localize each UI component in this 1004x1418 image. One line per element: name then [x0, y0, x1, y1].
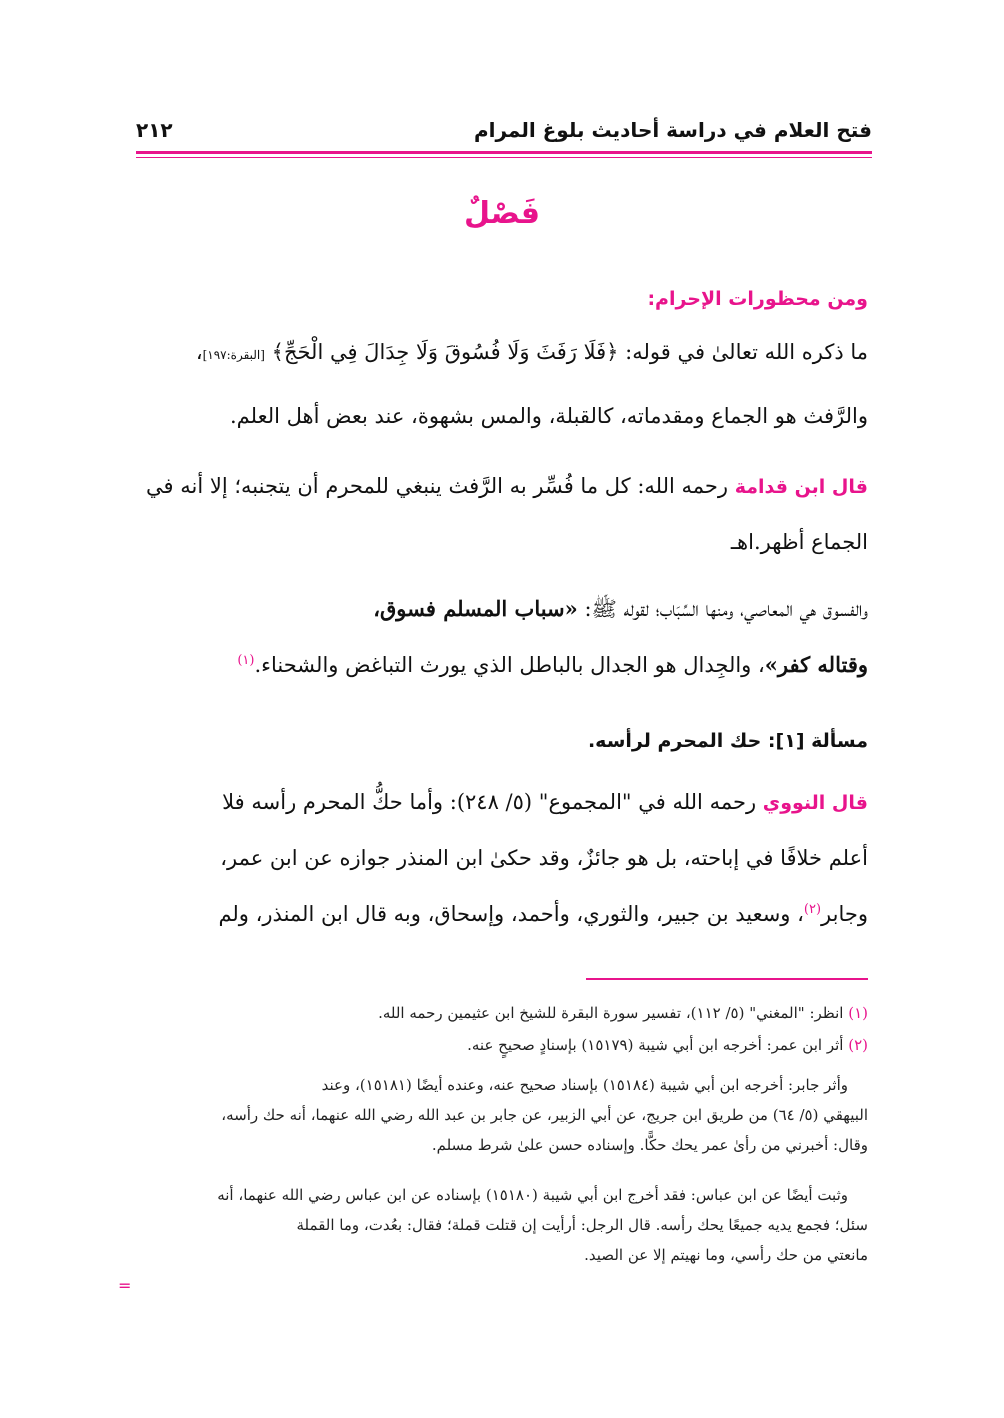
section-title: فَصْلٌ	[464, 196, 540, 231]
paragraph-line: الجماع أظهر.اهـ	[730, 530, 868, 554]
footnote-line	[132, 1036, 868, 1054]
paragraph-line	[132, 790, 868, 814]
speaker-name: قال النووي	[762, 792, 868, 814]
comma: ،	[195, 340, 203, 364]
hadith-text: «سباب المسلم فسوق،	[373, 596, 578, 621]
footnote-separator	[586, 978, 868, 980]
footnote-text: أثر ابن عمر: أخرجه ابن أبي شيبة (١٥١٧٩) بإسنادٍ صحيحٍ عنه.	[467, 1036, 844, 1054]
continuation-mark: =	[118, 1276, 132, 1295]
footnote-line: وقال: أخبرني من رأىٰ عمر يحك حكًّا. وإسناده حسن علىٰ شرط مسلم.	[431, 1136, 868, 1154]
footnote-line	[132, 1004, 868, 1022]
issue-heading: مسألة [١]: حك المحرم لرأسه.	[587, 730, 868, 752]
paragraph-line	[132, 596, 868, 627]
speaker-name: قال ابن قدامة	[734, 476, 868, 498]
footnote-line: البيهقي (٥/ ٦٤) من طريق ابن جريج، عن أبي الزبير، عن جابر بن عبد الله رضي الله عنهما، أنه حك رأسه،	[221, 1106, 868, 1124]
paragraph-line	[132, 652, 868, 677]
header-rule	[136, 151, 872, 154]
footnote-line: سئل؛ فجمع يديه جميعًا يحك رأسه. قال الرجل: أرأيت إن قتلت قملة؛ فقال: بعُدت، وما القملة	[296, 1216, 868, 1234]
body-text: ، وسعيد بن جبير، والثوري، وأحمد، وإسحاق، وبه قال ابن المنذر، ولم	[218, 902, 804, 926]
hadith-text: وقتاله كفر»	[764, 652, 868, 677]
footnote-text: انظر: "المغني" (٥/ ١١٢)، تفسير سورة البقرة للشيخ ابن عثيمين رحمه الله.	[378, 1004, 844, 1022]
running-header	[136, 116, 872, 152]
body-text: ، والجِدال هو الجدال بالباطل الذي يورث التباغض والشحناء.	[254, 653, 765, 677]
footnote-line: مانعتي من حك رأسي، وما نهيتم إلا عن الصيد.	[584, 1246, 868, 1264]
paragraph-line: أعلم خلافًا في إباحته، بل هو جائزٌ، وقد حكىٰ ابن المنذر جوازه عن ابن عمر،	[220, 846, 868, 870]
quote-text: رحمه الله: كل ما فُسِّر به الرَّفث ينبغي للمحرم أن يتجنبه؛ إلا أنه في	[146, 474, 729, 498]
footnote-line: وأثر جابر: أخرجه ابن أبي شيبة (١٥١٨٤) بإسناد صحيح عنه، وعنده أيضًا (١٥١٨١)، وعند	[321, 1076, 848, 1094]
paragraph-line	[132, 340, 868, 364]
book-title: فتح العلام في دراسة أحاديث بلوغ المرام	[473, 118, 872, 142]
footnote-marker[interactable]: (٢)	[803, 902, 822, 917]
footnote-marker[interactable]: (١)	[237, 653, 255, 668]
footnote-number: (٢)	[848, 1036, 868, 1054]
quran-verse-text: ما ذكره الله تعالىٰ في قوله: ﴿فَلَا رَفَثَ وَلَا فُسُوقَ وَلَا جِدَالَ فِي الْحَجِّ﴾	[271, 340, 868, 364]
verse-reference: [البقرة:١٩٧]	[202, 348, 265, 362]
paragraph-line	[132, 902, 868, 926]
body-text: وجابر	[821, 902, 868, 926]
footnote-line: وثبت أيضًا عن ابن عباس: فقد أخرج ابن أبي شيبة (١٥١٨٠) بإسناده عن ابن عباس رضي الله عنهما، أنه	[217, 1186, 848, 1204]
footnote-number: (١)	[848, 1004, 868, 1022]
paragraph-line	[132, 474, 868, 498]
body-text: والفسوق هي المعاصي، ومنها السِّبَاب؛ لقوله ﷺ:	[584, 597, 868, 621]
paragraph-line: والرَّفث هو الجماع ومقدماته، كالقبلة، والمس بشهوة، عند بعض أهل العلم.	[229, 404, 868, 428]
header-rule-thin	[136, 157, 872, 158]
quote-text: رحمه الله في "المجموع" (٥/ ٢٤٨): وأما حكُّ المحرم رأسه فلا	[222, 790, 757, 814]
page-number: ٢١٢	[136, 118, 173, 142]
section-heading: ومن محظورات الإحرام:	[647, 288, 868, 310]
